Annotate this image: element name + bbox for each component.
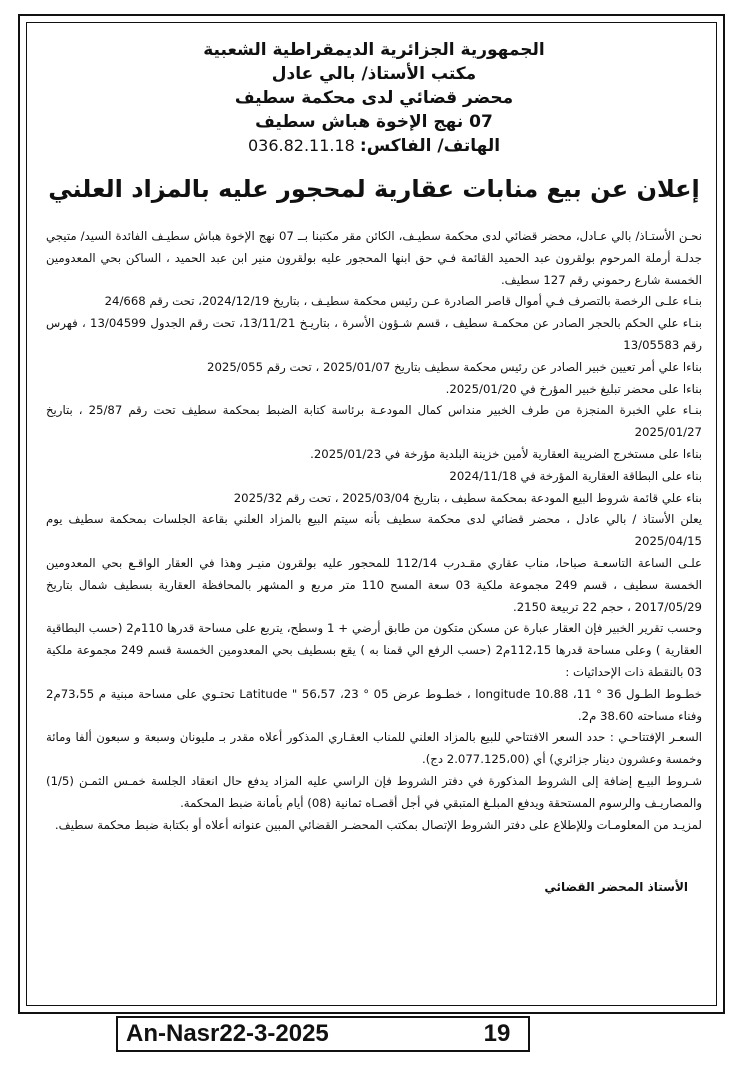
paragraph: بنـاء علي الحكم بالحجر الصادر عن محكمـة سطيف ، قسم شـؤون الأسرة ، بتاريـخ 13/11/21، تحت رقم الجدول 13/04599 ، فهرس رقم 13/05583 [46,316,702,352]
paragraph: لمزيـد من المعلومـات وللإطلاع على دفتر الشروط الإتصال بمكتب المحضـر القضائي المبين عنوانه أعلاه أو بكتابة ضبط محكمة سطيف. [54,817,702,832]
paragraph: بناء على البطاقة العقارية المؤرخة في 2024/11/18 [449,468,702,483]
notice-title: إعلان عن بيع منابات عقارية لمحجور عليه بالمزاد العلني [48,175,700,203]
letterhead [46,38,702,158]
paragraph: نحـن الأستـاذ/ بالي عـادل، محضر قضائي لدى محكمة سطيـف، الكائن مقر مكتبنا بــ 07 نهج الإخوة هباش سطيـف الفائدة السيد/ متيجي جدلـة أرملة المرحوم بولقرون عبد الحميد القائمة فـي حق ابنها المحجور عليه بولقرون منير ابن عبد الحميد ، الساكن بحي المعدومين الخمسة شارع رحموني رقم 127 سطيف. [46,229,702,287]
phone-number: 036.82.11.18 [247,136,355,155]
role-line: محضر قضائي لدى محكمة سطيف [234,88,514,108]
signature: الأستاذ المحضر القضائي [544,880,688,895]
publication-date: An-Nasr22-3-2025 [126,1020,329,1047]
paragraph: يعلن الأستاذ / بالي عادل ، محضر قضائي لدى محكمة سطيف بأنه سيتم البيع بالمزاد العلني بقاعة الجلسات بمحكمة سطيف يوم 2025/04/15 [46,512,702,549]
paragraph: بناءا على مستخرج الضريبة العقارية لأمين خزينة البلدية مؤرخة في 2025/01/23. [310,446,702,461]
phone-line [46,134,702,158]
paragraph: خطـوط الطـول 36 ° 11، longitude 10.88 ، خطـوط عرض 05 ° 23، 56،57 " Latitude تحتـوي على مساحة مبنية م 73،55م2 وفناء مساحته 38.60 م2. [46,686,702,723]
republic-line: الجمهورية الجزائرية الديمقراطية الشعبية [203,40,545,60]
paragraph: بنـاء علـى الرخصة بالتصرف فـي أموال قاصر الصادرة عـن رئيس محكمة سطيـف ، بتاريخ 2024/12/19، تحت رقم 24/668 [104,294,702,309]
paragraph: بنـاء علي الخبرة المنجزة من طرف الخبير منداس كمال المودعـة برئاسة كتابة الضبط بمحكمة سطيف تحت رقم 25/87 ، بتاريخ 2025/01/27 [46,403,703,440]
paragraph: بناء علي قائمة شروط البيع المودعة بمحكمة سطيف ، بتاريخ 2025/03/04 ، تحت رقم 2025/32 [233,490,702,505]
notice-body [46,226,702,836]
office-line: مكتب الأستاذ/ بالي عادل [271,64,477,84]
paragraph: شـروط البيـع إضافة إلى الشروط المذكورة في دفتر الشروط فإن الراسي عليه المزاد يدفع حال انعقاد الجلسة خمـس الثمـن (1/5) والمصاريـف والرسوم المستحقة ويدفع المبلـغ المتبقي في أجل أقصـاه ثمانية (08) أيام بأمانة ضبط المحكمة. [46,773,702,810]
page-number: 19 [483,1020,511,1047]
paragraph: السعـر الإفتتاحـي : حدد السعر الافتتاحي للبيع بالمزاد العلني للمناب العقـاري المذكور أعلاه مقدر بـ مليونان وسبعة و سبعون ألفا ومائة وخمسة وعشرون دينار جزائري) أي (2.077.125،00 دج). [46,730,702,767]
paragraph: بناءا علي أمر تعيين خبير الصادر عن رئيس محكمة سطيف بتاريخ 2025/01/07 ، تحت رقم 2025/055 [207,359,702,374]
address-line: 07 نهج الإخوة هباش سطيف [255,112,493,132]
paragraph: وحسب تقرير الخبير فإن العقار عبارة عن مسكن متكون من طابق أرضي + 1 وسطح، يتربع على مساحة قدرها 110م2 (حسب البطاقية العقارية ) وعلى مساحة قدرها 112،15م2 (حسب الرفع الي قمنا به ) يقع بسطيف بحي المعدومين الخمسة قسم 249 مجموعة ملكية 03 بالنقطة ذات الإحداثيات : [46,621,702,679]
publication-footer [116,1016,530,1052]
paragraph: بناءا على محضر تبليغ خبير المؤرخ في 2025/01/20. [445,381,702,396]
paragraph: علـى الساعة التاسعـة صباحا، مناب عقاري مقـدرب 112/14 للمحجور عليه بولقرون منيـر وهذا في العقار الواقـع بحي المعدومين الخمسة سطيف ، قسم 249 مجموعة ملكية 03 سعة المسح 110 متر مربع و المشهر بالمحافظة العقارية بسطيف شمال بتاريخ 2017/05/29 ، حجم 22 تربيعة 2150. [46,555,702,614]
phone-label: الهاتف/ الفاكس: [359,136,501,156]
notice-content [46,38,702,894]
